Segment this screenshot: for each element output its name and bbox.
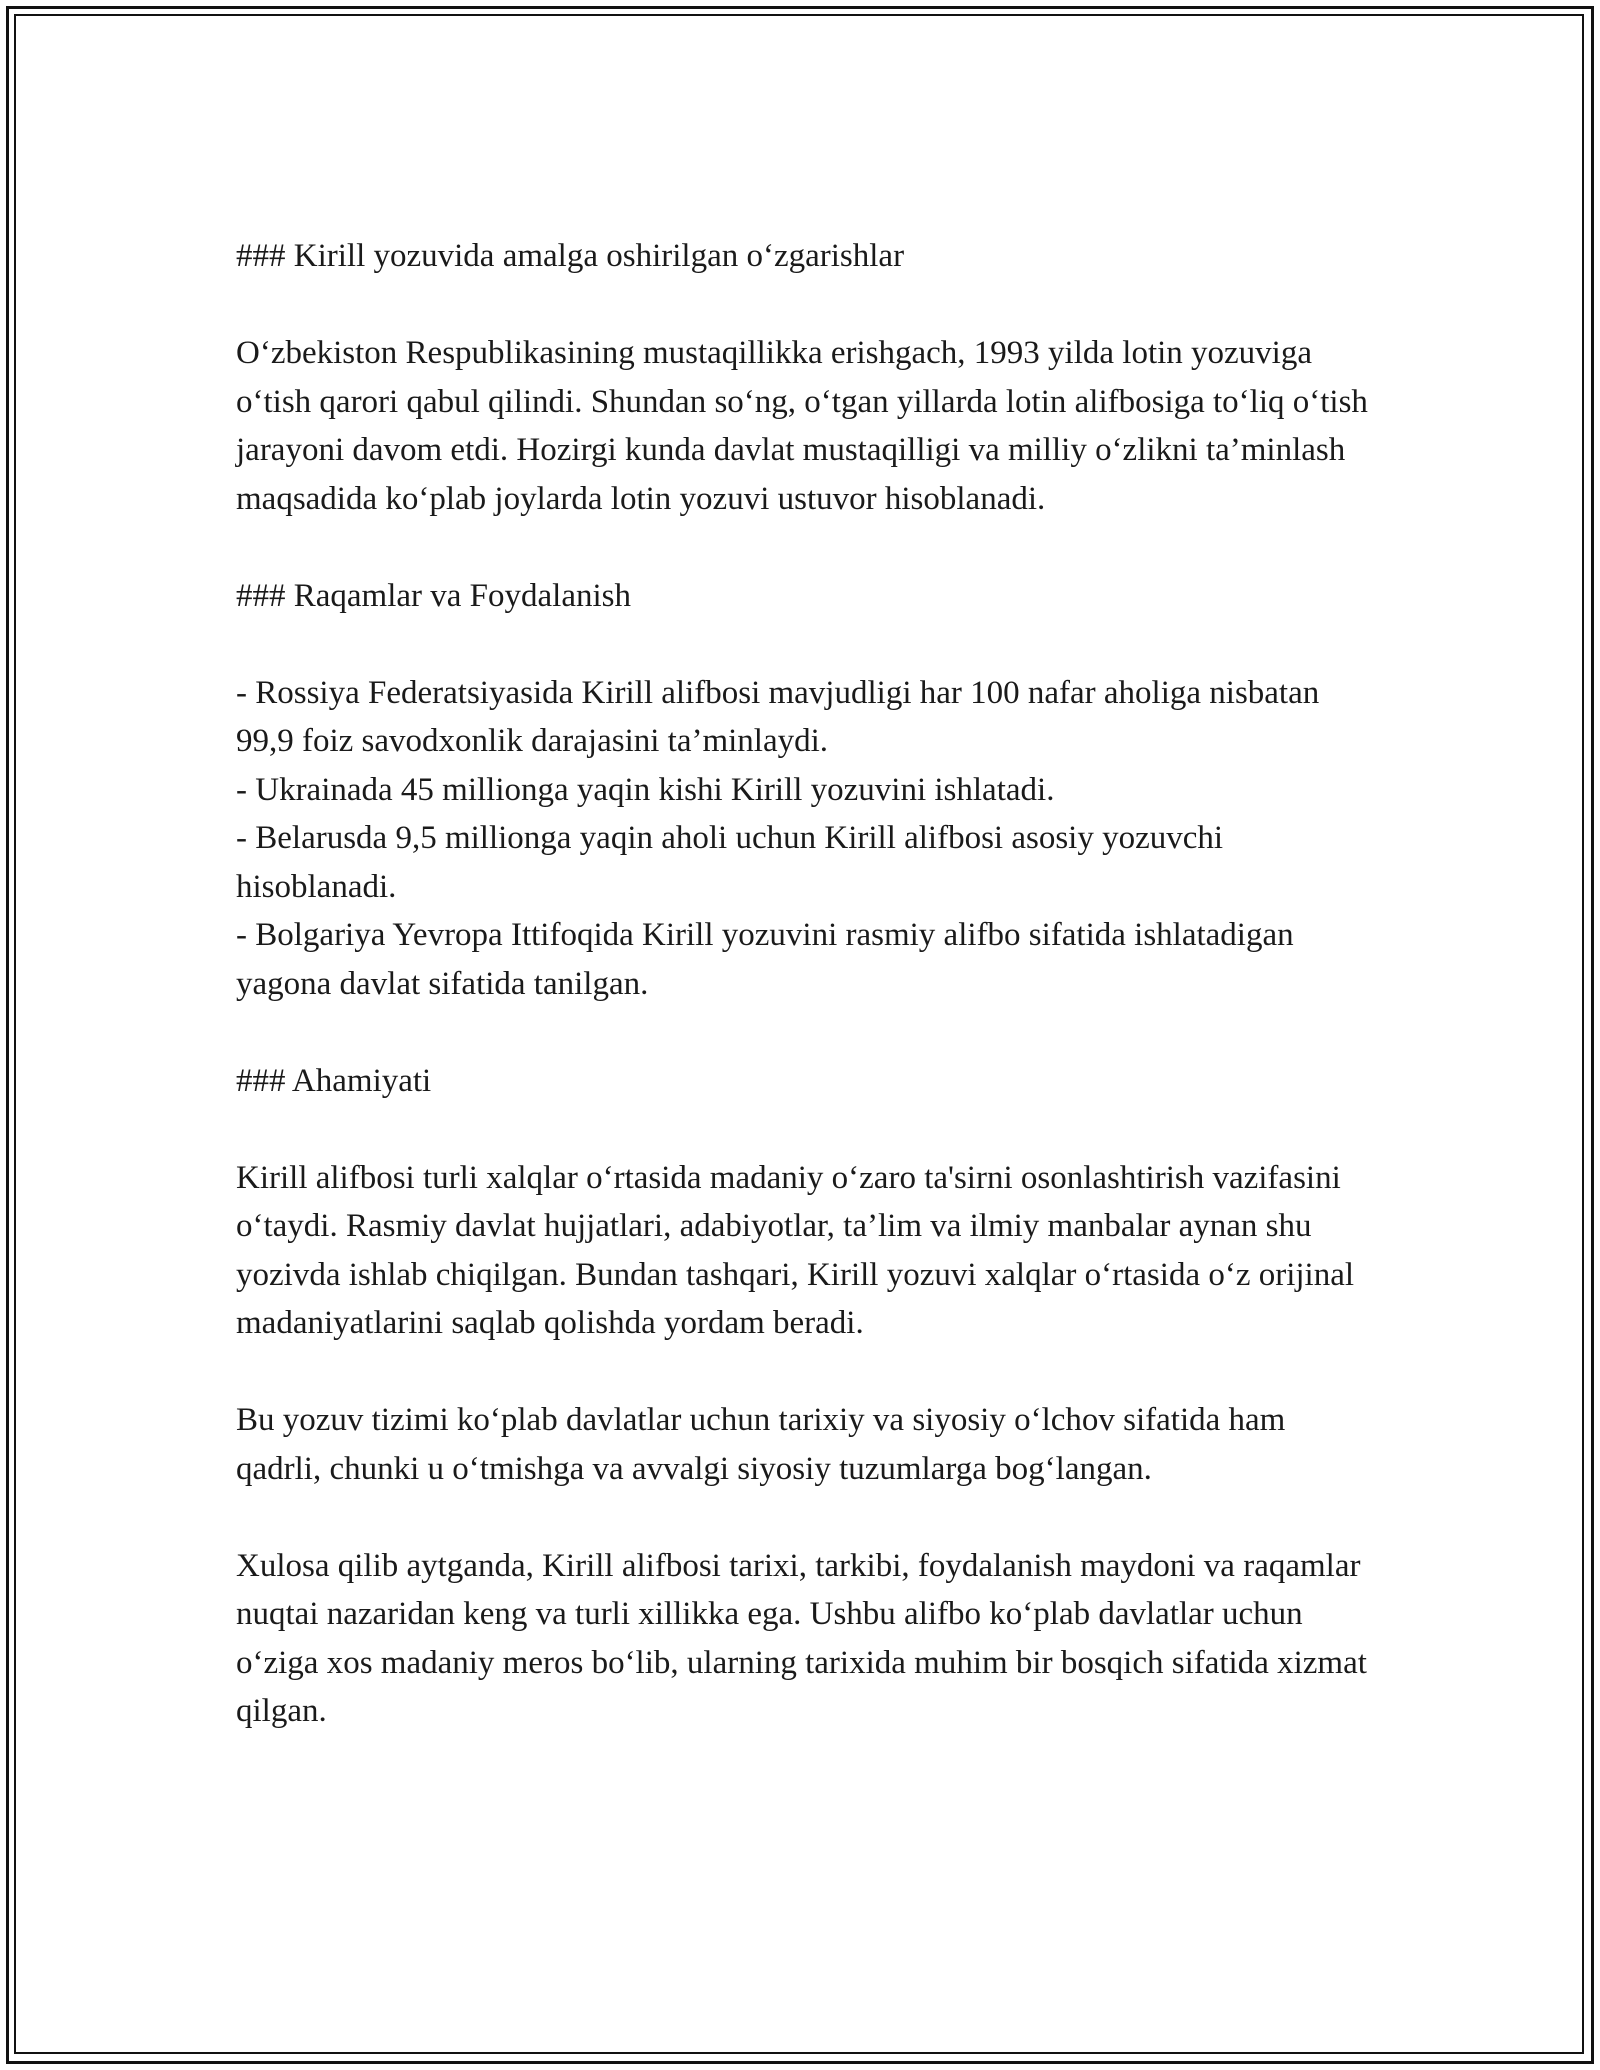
list-item: - Rossiya Federatsiyasida Kirill alifbosi mavjudligi har 100 nafar aholiga nisbatan 99,9 foiz savodxonlik darajasini ta’minlaydi. bbox=[236, 674, 1328, 759]
document-body bbox=[236, 232, 1376, 1784]
statistics-list bbox=[236, 669, 1376, 1009]
list-item: - Belarusda 9,5 millionga yaqin aholi uchun Kirill alifbosi asosiy yozuvchi hisoblanadi. bbox=[236, 820, 1232, 905]
paragraph-cultural-role: Kirill alifbosi turli xalqlar o‘rtasida madaniy o‘zaro ta'sirni osonlashtirish vazifasini o‘taydi. Rasmiy davlat hujjatlari, adabiyotlar, ta’lim va ilmiy manbalar aynan shu yozivda ishlab chiqilgan. Bundan tashqari, Kirill yozuvi xalqlar o‘rtasida o‘z orijinal madaniyatlarini saqlab qolishda yordam beradi. bbox=[236, 1159, 1363, 1341]
paragraph-conclusion: Xulosa qilib aytganda, Kirill alifbosi tarixi, tarkibi, foydalanish maydoni va raqamlar nuqtai nazaridan keng va turli xillikka ega. Ushbu alifbo ko‘plab davlatlar uchun o‘ziga xos madaniy meros bo‘lib, ularning tarixida muhim bir bosqich sifatida xizmat qilgan. bbox=[236, 1547, 1376, 1729]
section-heading-importance: ### Ahamiyati bbox=[236, 1062, 432, 1099]
paragraph-latin-transition: O‘zbekiston Respublikasining mustaqillikka erishgach, 1993 yilda lotin yozuviga o‘tish qarori qabul qilindi. Shundan so‘ng, o‘tgan yillarda lotin alifbosiga to‘liq o‘tish jarayoni davom etdi. Hozirgi kunda davlat mustaqilligi va milliy o‘zlikni ta’minlash maqsadida ko‘plab joylarda lotin yozuvi ustuvor hisoblanadi. bbox=[236, 335, 1377, 517]
section-heading-changes: ### Kirill yozuvida amalga oshirilgan o‘zgarishlar bbox=[236, 238, 905, 274]
section-heading-numbers: ### Raqamlar va Foydalanish bbox=[236, 577, 632, 614]
list-item: - Ukrainada 45 millionga yaqin kishi Kirill yozuvini ishlatadi. bbox=[236, 771, 1055, 808]
list-item: - Bolgariya Yevropa Ittifoqida Kirill yozuvini rasmiy alifbo sifatida ishlatadigan yagona davlat sifatida tanilgan. bbox=[236, 917, 1302, 1002]
paragraph-historical-value: Bu yozuv tizimi ko‘plab davlatlar uchun tarixiy va siyosiy o‘lchov sifatida ham qadrli, chunki u o‘tmishga va avvalgi siyosiy tuzumlarga bog‘langan. bbox=[236, 1402, 1294, 1487]
